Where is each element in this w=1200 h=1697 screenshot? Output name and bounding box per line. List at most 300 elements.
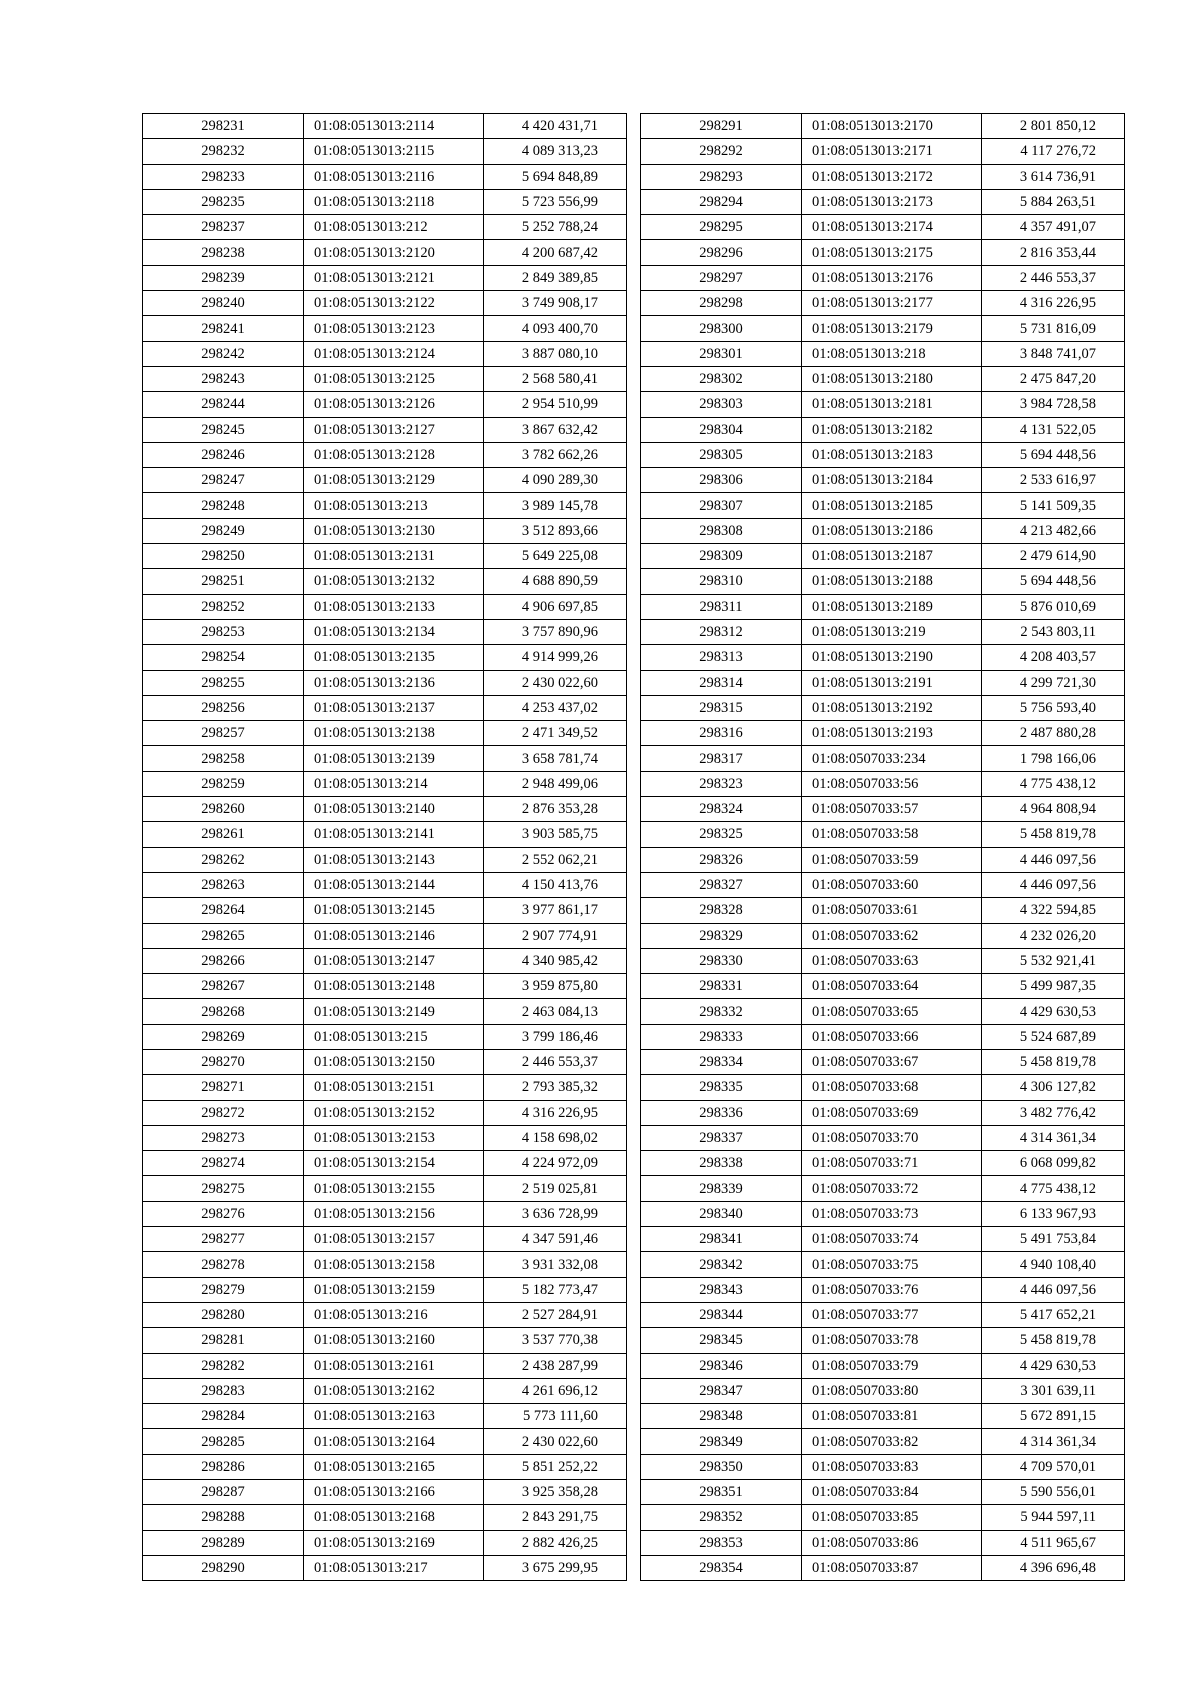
value-cell: 3 977 861,17 <box>484 898 627 923</box>
cadastral-number-cell: 01:08:0513013:2116 <box>304 164 484 189</box>
cadastral-number-cell: 01:08:0507033:73 <box>802 1201 982 1226</box>
value-cell: 4 357 491,07 <box>982 215 1125 240</box>
value-cell: 5 773 111,60 <box>484 1404 627 1429</box>
table-row <box>143 341 627 366</box>
table-row <box>641 771 1125 796</box>
cadastral-number-cell: 01:08:0513013:2183 <box>802 442 982 467</box>
cadastral-number-cell: 01:08:0513013:2120 <box>304 240 484 265</box>
table-row <box>641 822 1125 847</box>
table-row <box>641 1075 1125 1100</box>
value-cell: 3 867 632,42 <box>484 417 627 442</box>
value-cell: 4 446 097,56 <box>982 847 1125 872</box>
cadastral-number-cell: 01:08:0507033:61 <box>802 898 982 923</box>
value-cell: 2 446 553,37 <box>982 265 1125 290</box>
parcel-number-cell: 298335 <box>641 1075 802 1100</box>
table-row <box>641 974 1125 999</box>
table-row <box>641 468 1125 493</box>
table-row <box>641 1429 1125 1454</box>
parcel-number-cell: 298263 <box>143 872 304 897</box>
parcel-number-cell: 298253 <box>143 619 304 644</box>
table-row <box>143 1024 627 1049</box>
cadastral-number-cell: 01:08:0507033:83 <box>802 1454 982 1479</box>
parcel-number-cell: 298332 <box>641 999 802 1024</box>
table-row <box>641 265 1125 290</box>
cadastral-number-cell: 01:08:0513013:2145 <box>304 898 484 923</box>
cadastral-number-cell: 01:08:0513013:2153 <box>304 1125 484 1150</box>
value-cell: 2 816 353,44 <box>982 240 1125 265</box>
table-row <box>143 619 627 644</box>
table-row <box>143 215 627 240</box>
cadastral-number-cell: 01:08:0513013:2126 <box>304 392 484 417</box>
cadastral-number-cell: 01:08:0513013:2171 <box>802 139 982 164</box>
cadastral-number-cell: 01:08:0507033:76 <box>802 1277 982 1302</box>
table-row <box>143 442 627 467</box>
value-cell: 4 306 127,82 <box>982 1075 1125 1100</box>
table-row <box>641 872 1125 897</box>
cadastral-number-cell: 01:08:0513013:2177 <box>802 291 982 316</box>
value-cell: 3 482 776,42 <box>982 1100 1125 1125</box>
value-cell: 3 848 741,07 <box>982 341 1125 366</box>
table-row <box>143 569 627 594</box>
value-cell: 5 524 687,89 <box>982 1024 1125 1049</box>
cadastral-number-cell: 01:08:0507033:86 <box>802 1530 982 1555</box>
table-row <box>641 1454 1125 1479</box>
parcel-number-cell: 298268 <box>143 999 304 1024</box>
parcel-number-cell: 298266 <box>143 948 304 973</box>
parcel-number-cell: 298324 <box>641 797 802 822</box>
cadastral-number-cell: 01:08:0507033:64 <box>802 974 982 999</box>
value-cell: 2 907 774,91 <box>484 923 627 948</box>
parcel-number-cell: 298249 <box>143 518 304 543</box>
parcel-number-cell: 298269 <box>143 1024 304 1049</box>
cadastral-number-cell: 01:08:0507033:68 <box>802 1075 982 1100</box>
table-row <box>143 392 627 417</box>
parcel-number-cell: 298329 <box>641 923 802 948</box>
cadastral-number-cell: 01:08:0513013:2129 <box>304 468 484 493</box>
cadastral-number-cell: 01:08:0513013:2114 <box>304 114 484 139</box>
table-row <box>143 1125 627 1150</box>
parcel-number-cell: 298265 <box>143 923 304 948</box>
cadastral-number-cell: 01:08:0513013:2163 <box>304 1404 484 1429</box>
value-cell: 2 568 580,41 <box>484 366 627 391</box>
parcel-number-cell: 298349 <box>641 1429 802 1454</box>
cadastral-number-cell: 01:08:0513013:2146 <box>304 923 484 948</box>
value-cell: 3 984 728,58 <box>982 392 1125 417</box>
table-row <box>143 366 627 391</box>
cadastral-number-cell: 01:08:0507033:81 <box>802 1404 982 1429</box>
parcel-number-cell: 298293 <box>641 164 802 189</box>
parcel-number-cell: 298291 <box>641 114 802 139</box>
parcel-number-cell: 298286 <box>143 1454 304 1479</box>
table-row <box>641 1555 1125 1580</box>
table-row <box>143 999 627 1024</box>
table-row <box>143 923 627 948</box>
cadastral-number-cell: 01:08:0513013:2172 <box>802 164 982 189</box>
parcel-number-cell: 298248 <box>143 493 304 518</box>
cadastral-number-cell: 01:08:0513013:2140 <box>304 797 484 822</box>
parcel-number-cell: 298314 <box>641 670 802 695</box>
table-row <box>641 1252 1125 1277</box>
cadastral-number-cell: 01:08:0513013:2162 <box>304 1378 484 1403</box>
value-cell: 4 090 289,30 <box>484 468 627 493</box>
value-cell: 3 799 186,46 <box>484 1024 627 1049</box>
parcel-number-cell: 298326 <box>641 847 802 872</box>
value-cell: 2 430 022,60 <box>484 1429 627 1454</box>
value-cell: 5 672 891,15 <box>982 1404 1125 1429</box>
table-row <box>641 1378 1125 1403</box>
table-row <box>143 1075 627 1100</box>
value-cell: 3 757 890,96 <box>484 619 627 644</box>
cadastral-number-cell: 01:08:0507033:78 <box>802 1328 982 1353</box>
table-row <box>641 1353 1125 1378</box>
table-row <box>143 240 627 265</box>
table-row <box>641 999 1125 1024</box>
cadastral-number-cell: 01:08:0513013:2135 <box>304 645 484 670</box>
cadastral-number-cell: 01:08:0513013:2121 <box>304 265 484 290</box>
parcel-number-cell: 298251 <box>143 569 304 594</box>
table-row <box>143 721 627 746</box>
cadastral-number-cell: 01:08:0513013:2158 <box>304 1252 484 1277</box>
value-cell: 2 948 499,06 <box>484 771 627 796</box>
value-cell: 4 347 591,46 <box>484 1227 627 1252</box>
parcel-number-cell: 298333 <box>641 1024 802 1049</box>
cadastral-number-cell: 01:08:0507033:70 <box>802 1125 982 1150</box>
table-row <box>143 316 627 341</box>
table-row <box>143 695 627 720</box>
value-cell: 4 316 226,95 <box>484 1100 627 1125</box>
value-cell: 4 316 226,95 <box>982 291 1125 316</box>
table-row <box>641 139 1125 164</box>
table-row <box>641 1277 1125 1302</box>
table-row <box>641 366 1125 391</box>
value-cell: 5 694 448,56 <box>982 569 1125 594</box>
parcel-number-cell: 298309 <box>641 544 802 569</box>
cadastral-number-cell: 01:08:0513013:2168 <box>304 1505 484 1530</box>
parcel-number-cell: 298292 <box>641 139 802 164</box>
table-row <box>641 898 1125 923</box>
value-cell: 5 458 819,78 <box>982 1328 1125 1353</box>
table-row <box>641 594 1125 619</box>
cadastral-number-cell: 01:08:0513013:2187 <box>802 544 982 569</box>
cadastral-number-cell: 01:08:0507033:59 <box>802 847 982 872</box>
value-cell: 5 723 556,99 <box>484 189 627 214</box>
value-cell: 2 471 349,52 <box>484 721 627 746</box>
table-row <box>143 544 627 569</box>
value-cell: 4 093 400,70 <box>484 316 627 341</box>
value-cell: 3 925 358,28 <box>484 1480 627 1505</box>
value-cell: 3 658 781,74 <box>484 746 627 771</box>
parcel-number-cell: 298282 <box>143 1353 304 1378</box>
cadastral-number-cell: 01:08:0513013:2176 <box>802 265 982 290</box>
cadastral-number-cell: 01:08:0513013:2173 <box>802 189 982 214</box>
cadastral-number-cell: 01:08:0513013:2190 <box>802 645 982 670</box>
value-cell: 4 213 482,66 <box>982 518 1125 543</box>
value-cell: 2 527 284,91 <box>484 1302 627 1327</box>
parcel-number-cell: 298350 <box>641 1454 802 1479</box>
parcel-number-cell: 298237 <box>143 215 304 240</box>
value-cell: 6 068 099,82 <box>982 1151 1125 1176</box>
table-row <box>641 923 1125 948</box>
cadastral-number-cell: 01:08:0513013:2170 <box>802 114 982 139</box>
value-cell: 5 532 921,41 <box>982 948 1125 973</box>
parcel-number-cell: 298270 <box>143 1049 304 1074</box>
value-cell: 6 133 967,93 <box>982 1201 1125 1226</box>
cadastral-number-cell: 01:08:0513013:2193 <box>802 721 982 746</box>
value-cell: 3 989 145,78 <box>484 493 627 518</box>
table-row <box>143 1201 627 1226</box>
table-row <box>143 948 627 973</box>
cadastral-number-cell: 01:08:0513013:2123 <box>304 316 484 341</box>
parcel-number-cell: 298313 <box>641 645 802 670</box>
value-cell: 4 131 522,05 <box>982 417 1125 442</box>
cadastral-number-cell: 01:08:0513013:2148 <box>304 974 484 999</box>
parcel-number-cell: 298302 <box>641 366 802 391</box>
parcel-number-cell: 298284 <box>143 1404 304 1429</box>
table-row <box>641 797 1125 822</box>
cadastral-number-cell: 01:08:0513013:2181 <box>802 392 982 417</box>
table-row <box>641 1302 1125 1327</box>
value-cell: 2 849 389,85 <box>484 265 627 290</box>
table-row <box>143 645 627 670</box>
table-row <box>143 746 627 771</box>
table-row <box>143 974 627 999</box>
parcel-number-cell: 298295 <box>641 215 802 240</box>
parcel-number-cell: 298307 <box>641 493 802 518</box>
table-row <box>641 645 1125 670</box>
table-row <box>641 1328 1125 1353</box>
parcel-number-cell: 298244 <box>143 392 304 417</box>
value-cell: 5 649 225,08 <box>484 544 627 569</box>
value-cell: 5 252 788,24 <box>484 215 627 240</box>
cadastral-number-cell: 01:08:0513013:217 <box>304 1555 484 1580</box>
value-cell: 3 675 299,95 <box>484 1555 627 1580</box>
table-row <box>143 417 627 442</box>
cadastral-number-cell: 01:08:0507033:63 <box>802 948 982 973</box>
cadastral-number-cell: 01:08:0513013:2157 <box>304 1227 484 1252</box>
value-cell: 4 314 361,34 <box>982 1429 1125 1454</box>
parcel-number-cell: 298328 <box>641 898 802 923</box>
value-cell: 3 614 736,91 <box>982 164 1125 189</box>
parcel-number-cell: 298351 <box>641 1480 802 1505</box>
cadastral-number-cell: 01:08:0513013:2189 <box>802 594 982 619</box>
value-cell: 4 511 965,67 <box>982 1530 1125 1555</box>
cadastral-number-cell: 01:08:0513013:218 <box>802 341 982 366</box>
value-cell: 2 793 385,32 <box>484 1075 627 1100</box>
value-cell: 4 709 570,01 <box>982 1454 1125 1479</box>
parcel-number-cell: 298280 <box>143 1302 304 1327</box>
table-row <box>143 872 627 897</box>
value-cell: 4 446 097,56 <box>982 1277 1125 1302</box>
cadastral-number-cell: 01:08:0507033:234 <box>802 746 982 771</box>
value-cell: 4 429 630,53 <box>982 1353 1125 1378</box>
value-cell: 3 959 875,80 <box>484 974 627 999</box>
cadastral-number-cell: 01:08:0513013:2185 <box>802 493 982 518</box>
cadastral-number-cell: 01:08:0513013:2131 <box>304 544 484 569</box>
parcel-number-cell: 298255 <box>143 670 304 695</box>
table-row <box>143 797 627 822</box>
value-cell: 4 253 437,02 <box>484 695 627 720</box>
table-row <box>143 1049 627 1074</box>
value-cell: 2 543 803,11 <box>982 619 1125 644</box>
table-row <box>143 1176 627 1201</box>
parcel-number-cell: 298290 <box>143 1555 304 1580</box>
parcel-number-cell: 298344 <box>641 1302 802 1327</box>
cadastral-number-cell: 01:08:0507033:75 <box>802 1252 982 1277</box>
value-cell: 4 429 630,53 <box>982 999 1125 1024</box>
parcel-number-cell: 298287 <box>143 1480 304 1505</box>
table-row <box>143 822 627 847</box>
cadastral-number-cell: 01:08:0513013:2191 <box>802 670 982 695</box>
parcel-number-cell: 298233 <box>143 164 304 189</box>
cadastral-number-cell: 01:08:0513013:2165 <box>304 1454 484 1479</box>
table-row <box>143 847 627 872</box>
parcel-number-cell: 298334 <box>641 1049 802 1074</box>
value-cell: 4 117 276,72 <box>982 139 1125 164</box>
parcel-number-cell: 298243 <box>143 366 304 391</box>
cadastral-number-cell: 01:08:0513013:2180 <box>802 366 982 391</box>
cadastral-number-cell: 01:08:0507033:82 <box>802 1429 982 1454</box>
cadastral-number-cell: 01:08:0513013:2169 <box>304 1530 484 1555</box>
parcel-number-cell: 298308 <box>641 518 802 543</box>
cadastral-number-cell: 01:08:0513013:2137 <box>304 695 484 720</box>
value-cell: 2 801 850,12 <box>982 114 1125 139</box>
cadastral-number-cell: 01:08:0513013:2144 <box>304 872 484 897</box>
table-row <box>143 265 627 290</box>
table-row <box>143 291 627 316</box>
cadastral-number-cell: 01:08:0507033:72 <box>802 1176 982 1201</box>
parcel-number-cell: 298315 <box>641 695 802 720</box>
value-cell: 5 458 819,78 <box>982 1049 1125 1074</box>
table-row <box>143 1227 627 1252</box>
cadastral-number-cell: 01:08:0513013:2182 <box>802 417 982 442</box>
parcel-number-cell: 298297 <box>641 265 802 290</box>
parcel-number-cell: 298276 <box>143 1201 304 1226</box>
value-cell: 5 458 819,78 <box>982 822 1125 847</box>
parcel-number-cell: 298300 <box>641 316 802 341</box>
table-row <box>641 746 1125 771</box>
parcel-number-cell: 298289 <box>143 1530 304 1555</box>
value-cell: 4 914 999,26 <box>484 645 627 670</box>
value-cell: 5 499 987,35 <box>982 974 1125 999</box>
cadastral-number-cell: 01:08:0513013:216 <box>304 1302 484 1327</box>
parcel-number-cell: 298348 <box>641 1404 802 1429</box>
value-cell: 4 232 026,20 <box>982 923 1125 948</box>
value-cell: 2 876 353,28 <box>484 797 627 822</box>
parcel-number-cell: 298261 <box>143 822 304 847</box>
value-cell: 4 224 972,09 <box>484 1151 627 1176</box>
value-cell: 4 340 985,42 <box>484 948 627 973</box>
parcel-number-cell: 298354 <box>641 1555 802 1580</box>
parcel-number-cell: 298311 <box>641 594 802 619</box>
cadastral-number-cell: 01:08:0513013:2150 <box>304 1049 484 1074</box>
cadastral-number-cell: 01:08:0507033:77 <box>802 1302 982 1327</box>
value-cell: 5 731 816,09 <box>982 316 1125 341</box>
cadastral-number-cell: 01:08:0513013:2155 <box>304 1176 484 1201</box>
parcel-number-cell: 298246 <box>143 442 304 467</box>
table-row <box>143 1454 627 1479</box>
parcel-number-cell: 298257 <box>143 721 304 746</box>
value-cell: 4 446 097,56 <box>982 872 1125 897</box>
parcel-number-cell: 298273 <box>143 1125 304 1150</box>
parcel-number-cell: 298301 <box>641 341 802 366</box>
table-row <box>641 847 1125 872</box>
cadastral-number-cell: 01:08:0507033:80 <box>802 1378 982 1403</box>
value-cell: 4 299 721,30 <box>982 670 1125 695</box>
parcel-number-cell: 298277 <box>143 1227 304 1252</box>
parcel-number-cell: 298303 <box>641 392 802 417</box>
value-cell: 2 463 084,13 <box>484 999 627 1024</box>
table-row <box>143 1252 627 1277</box>
table-row <box>143 1353 627 1378</box>
parcel-number-cell: 298239 <box>143 265 304 290</box>
parcel-number-cell: 298338 <box>641 1151 802 1176</box>
table-row <box>143 1302 627 1327</box>
value-cell: 2 430 022,60 <box>484 670 627 695</box>
cadastral-number-cell: 01:08:0513013:215 <box>304 1024 484 1049</box>
parcel-number-cell: 298283 <box>143 1378 304 1403</box>
value-cell: 4 396 696,48 <box>982 1555 1125 1580</box>
right-table-body <box>641 114 1125 1581</box>
parcel-number-cell: 298264 <box>143 898 304 923</box>
value-cell: 5 876 010,69 <box>982 594 1125 619</box>
parcel-number-cell: 298330 <box>641 948 802 973</box>
value-cell: 5 884 263,51 <box>982 189 1125 214</box>
value-cell: 3 887 080,10 <box>484 341 627 366</box>
value-cell: 2 438 287,99 <box>484 1353 627 1378</box>
value-cell: 5 141 509,35 <box>982 493 1125 518</box>
value-cell: 4 150 413,76 <box>484 872 627 897</box>
table-row <box>641 721 1125 746</box>
cadastral-number-cell: 01:08:0513013:2130 <box>304 518 484 543</box>
cadastral-number-cell: 01:08:0513013:2115 <box>304 139 484 164</box>
parcel-number-cell: 298306 <box>641 468 802 493</box>
parcel-number-cell: 298310 <box>641 569 802 594</box>
value-cell: 4 775 438,12 <box>982 1176 1125 1201</box>
cadastral-number-cell: 01:08:0513013:2151 <box>304 1075 484 1100</box>
cadastral-number-cell: 01:08:0513013:2179 <box>802 316 982 341</box>
parcel-number-cell: 298305 <box>641 442 802 467</box>
value-cell: 1 798 166,06 <box>982 746 1125 771</box>
parcel-number-cell: 298285 <box>143 1429 304 1454</box>
value-cell: 4 964 808,94 <box>982 797 1125 822</box>
value-cell: 3 749 908,17 <box>484 291 627 316</box>
table-row <box>641 518 1125 543</box>
parcel-number-cell: 298342 <box>641 1252 802 1277</box>
parcel-number-cell: 298231 <box>143 114 304 139</box>
table-row <box>641 291 1125 316</box>
value-cell: 3 301 639,11 <box>982 1378 1125 1403</box>
cadastral-number-cell: 01:08:0513013:2118 <box>304 189 484 214</box>
parcel-number-cell: 298340 <box>641 1201 802 1226</box>
value-cell: 5 851 252,22 <box>484 1454 627 1479</box>
value-cell: 4 420 431,71 <box>484 114 627 139</box>
cadastral-number-cell: 01:08:0507033:56 <box>802 771 982 796</box>
cadastral-number-cell: 01:08:0513013:2152 <box>304 1100 484 1125</box>
parcel-number-cell: 298352 <box>641 1505 802 1530</box>
table-row <box>143 1429 627 1454</box>
parcel-number-cell: 298337 <box>641 1125 802 1150</box>
value-cell: 4 089 313,23 <box>484 139 627 164</box>
table-row <box>641 442 1125 467</box>
parcel-number-cell: 298331 <box>641 974 802 999</box>
value-cell: 4 906 697,85 <box>484 594 627 619</box>
parcel-number-cell: 298327 <box>641 872 802 897</box>
cadastral-number-cell: 01:08:0513013:2138 <box>304 721 484 746</box>
value-cell: 5 756 593,40 <box>982 695 1125 720</box>
table-row <box>641 240 1125 265</box>
cadastral-number-cell: 01:08:0507033:79 <box>802 1353 982 1378</box>
table-row <box>641 695 1125 720</box>
